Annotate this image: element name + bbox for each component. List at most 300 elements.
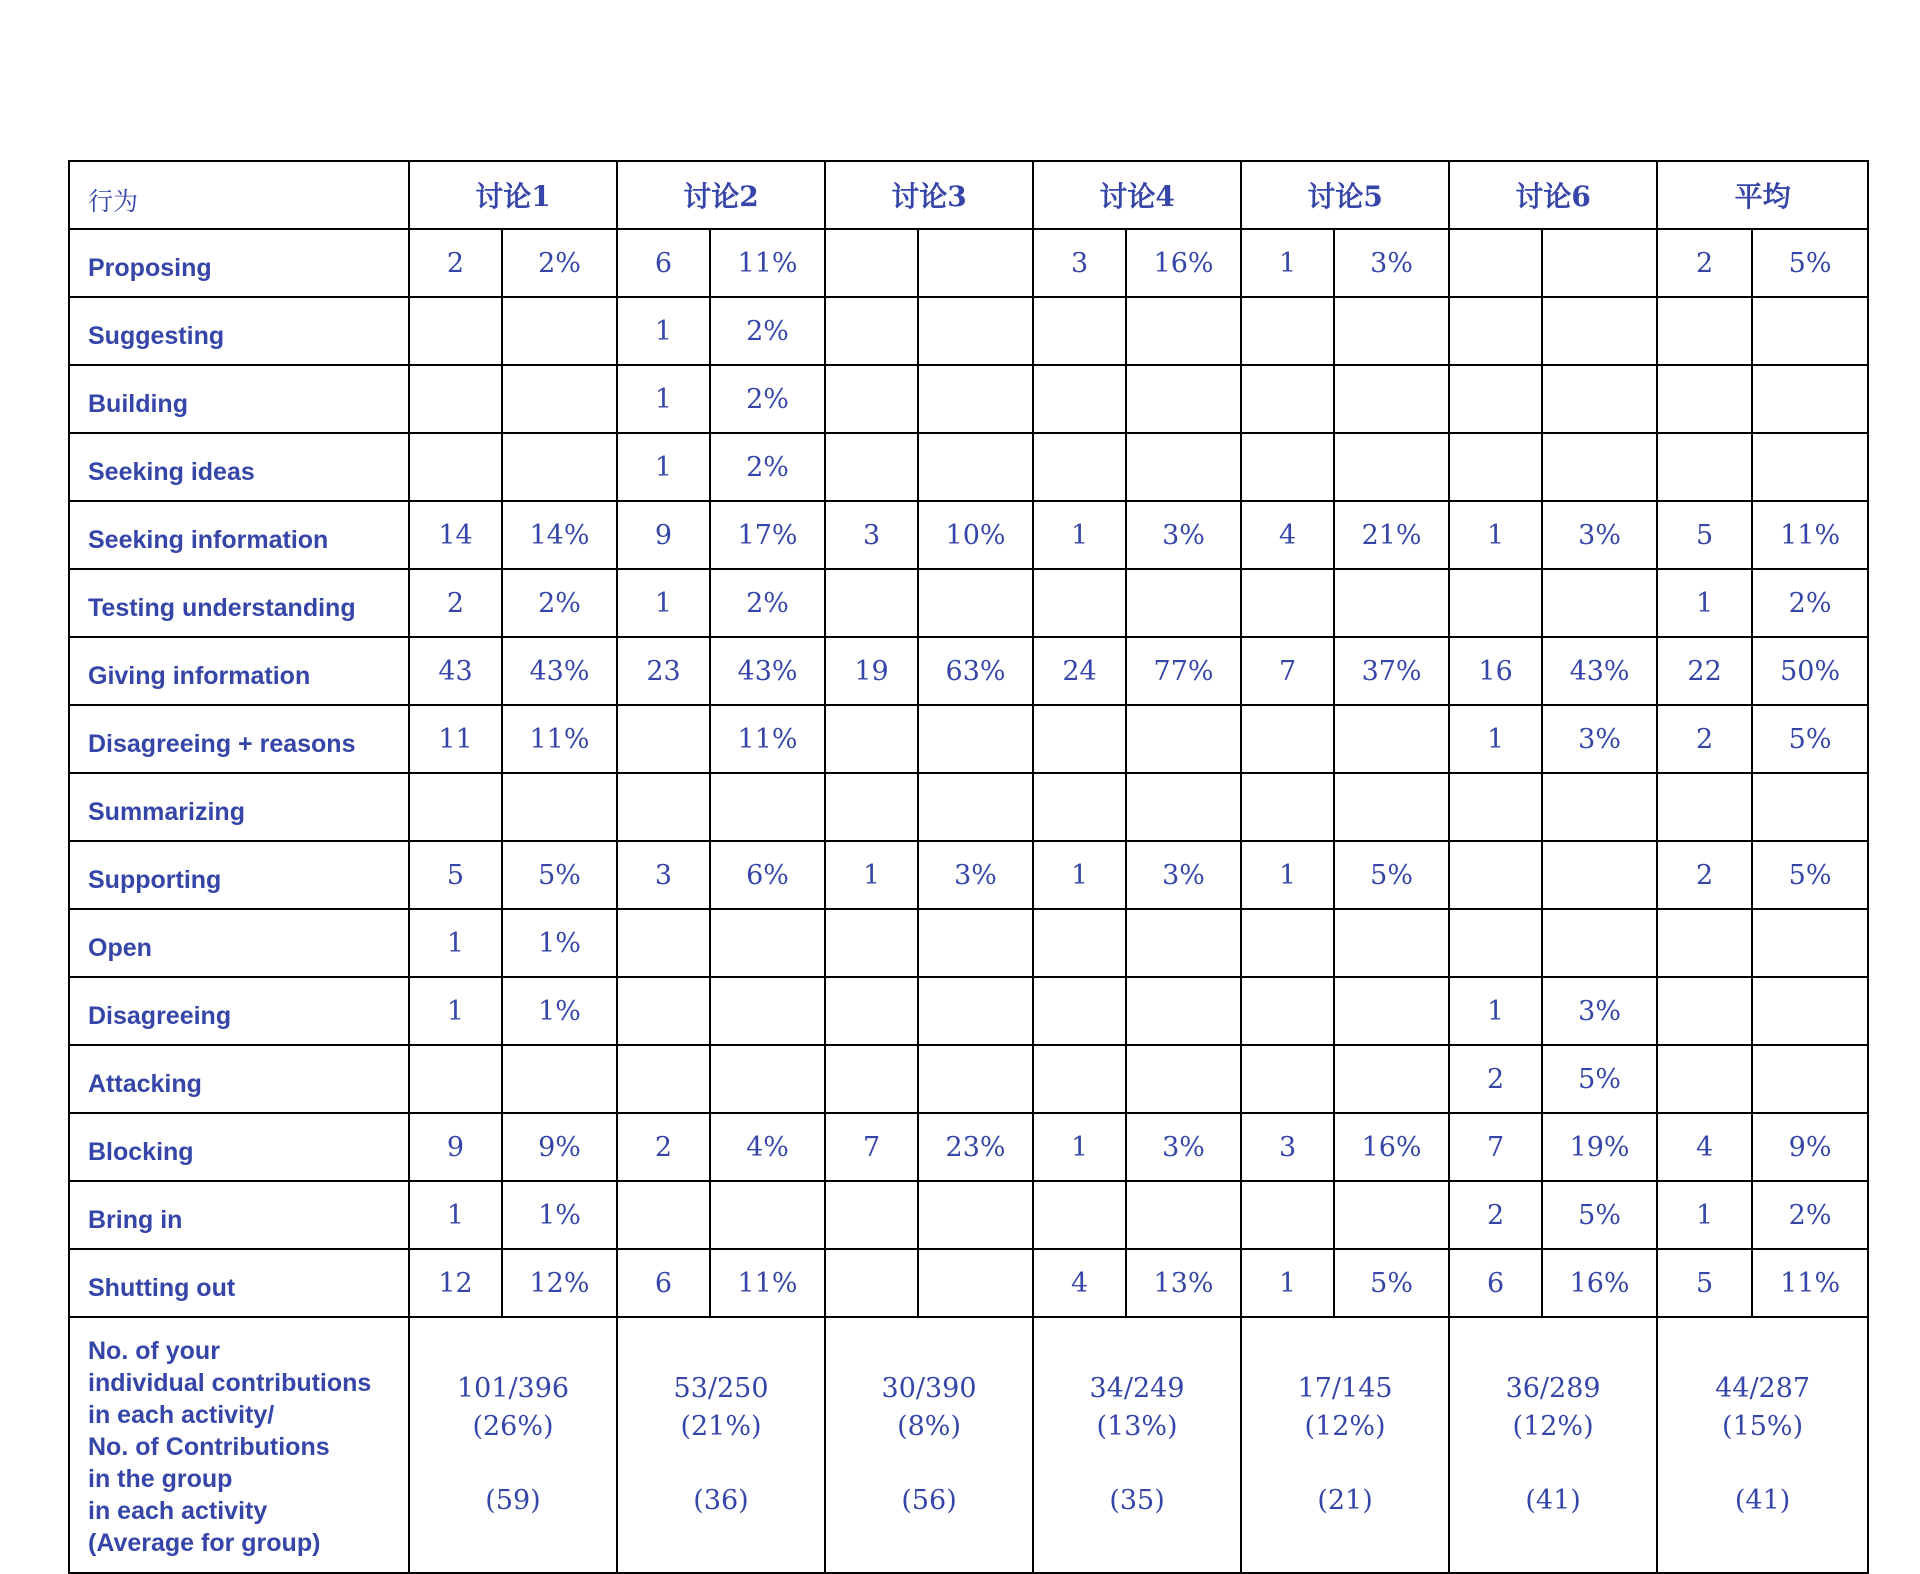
percent-cell bbox=[1752, 433, 1868, 501]
percent-cell bbox=[1542, 297, 1657, 365]
contribution-percent: (12%) bbox=[1512, 1411, 1594, 1442]
percent-cell bbox=[710, 773, 825, 841]
percent-cell bbox=[1752, 909, 1868, 977]
percent-cell bbox=[1126, 705, 1241, 773]
percent-cell bbox=[1126, 1181, 1241, 1249]
table-row bbox=[69, 365, 1868, 433]
count-cell bbox=[825, 1181, 918, 1249]
percent-cell bbox=[1542, 773, 1657, 841]
count-cell: 43 bbox=[409, 637, 502, 705]
table-row bbox=[69, 705, 1868, 773]
row-label: Shutting out bbox=[69, 1249, 409, 1317]
count-cell bbox=[1657, 433, 1752, 501]
table-row bbox=[69, 841, 1868, 909]
percent-cell: 3% bbox=[1126, 1113, 1241, 1181]
contribution-ratio: 101/396 bbox=[456, 1373, 570, 1404]
percent-cell bbox=[710, 1045, 825, 1113]
count-cell: 1 bbox=[617, 365, 710, 433]
percent-cell: 4% bbox=[710, 1113, 825, 1181]
percent-cell bbox=[1542, 569, 1657, 637]
count-cell: 1 bbox=[617, 433, 710, 501]
count-cell: 9 bbox=[617, 501, 710, 569]
percent-cell bbox=[1752, 773, 1868, 841]
table-row bbox=[69, 1249, 1868, 1317]
percent-cell bbox=[1752, 977, 1868, 1045]
count-cell: 4 bbox=[1657, 1113, 1752, 1181]
percent-cell bbox=[1542, 229, 1657, 297]
count-cell bbox=[825, 433, 918, 501]
count-cell bbox=[409, 1045, 502, 1113]
header-group-2: 讨论2 bbox=[617, 161, 825, 229]
percent-cell: 6% bbox=[710, 841, 825, 909]
contribution-ratio: 34/249 bbox=[1089, 1373, 1185, 1404]
count-cell: 22 bbox=[1657, 637, 1752, 705]
count-cell: 1 bbox=[1241, 229, 1334, 297]
totals-cell-1 bbox=[409, 1317, 617, 1573]
count-cell: 1 bbox=[409, 1181, 502, 1249]
count-cell bbox=[617, 1181, 710, 1249]
count-cell: 1 bbox=[1449, 705, 1542, 773]
count-cell: 1 bbox=[1657, 1181, 1752, 1249]
count-cell bbox=[825, 705, 918, 773]
group-average: (21) bbox=[1317, 1485, 1373, 1516]
percent-cell bbox=[1752, 365, 1868, 433]
table-row bbox=[69, 433, 1868, 501]
row-label: Attacking bbox=[69, 1045, 409, 1113]
percent-cell bbox=[502, 773, 617, 841]
percent-cell: 77% bbox=[1126, 637, 1241, 705]
percent-cell: 2% bbox=[710, 365, 825, 433]
count-cell: 1 bbox=[1657, 569, 1752, 637]
group-average: (36) bbox=[693, 1485, 749, 1516]
percent-cell bbox=[1334, 977, 1449, 1045]
percent-cell bbox=[918, 1249, 1033, 1317]
count-cell bbox=[617, 909, 710, 977]
row-label: Suggesting bbox=[69, 297, 409, 365]
count-cell bbox=[1033, 977, 1126, 1045]
percent-cell: 2% bbox=[710, 433, 825, 501]
percent-cell bbox=[710, 977, 825, 1045]
totals-label-line: in each activity bbox=[88, 1497, 268, 1525]
percent-cell bbox=[1752, 297, 1868, 365]
percent-cell bbox=[918, 1045, 1033, 1113]
table-row bbox=[69, 637, 1868, 705]
count-cell: 4 bbox=[1033, 1249, 1126, 1317]
percent-cell: 11% bbox=[710, 1249, 825, 1317]
count-cell bbox=[1033, 705, 1126, 773]
count-cell bbox=[617, 705, 710, 773]
count-cell bbox=[1033, 773, 1126, 841]
contribution-ratio: 17/145 bbox=[1297, 1373, 1393, 1404]
percent-cell: 5% bbox=[1334, 1249, 1449, 1317]
percent-cell bbox=[1334, 433, 1449, 501]
totals-cell-4 bbox=[1033, 1317, 1241, 1573]
count-cell bbox=[1241, 909, 1334, 977]
count-cell: 14 bbox=[409, 501, 502, 569]
count-cell: 1 bbox=[1449, 977, 1542, 1045]
percent-cell bbox=[918, 229, 1033, 297]
count-cell bbox=[1241, 977, 1334, 1045]
count-cell: 2 bbox=[1657, 705, 1752, 773]
behavior-table bbox=[68, 160, 1869, 1574]
count-cell bbox=[825, 569, 918, 637]
count-cell bbox=[825, 229, 918, 297]
percent-cell: 43% bbox=[1542, 637, 1657, 705]
percent-cell bbox=[918, 365, 1033, 433]
count-cell bbox=[1033, 569, 1126, 637]
count-cell bbox=[1241, 365, 1334, 433]
percent-cell: 3% bbox=[1542, 705, 1657, 773]
percent-cell bbox=[1334, 773, 1449, 841]
count-cell bbox=[1657, 297, 1752, 365]
percent-cell: 50% bbox=[1752, 637, 1868, 705]
percent-cell: 2% bbox=[1752, 1181, 1868, 1249]
percent-cell: 3% bbox=[1126, 501, 1241, 569]
row-label: Building bbox=[69, 365, 409, 433]
header-group-4: 讨论4 bbox=[1033, 161, 1241, 229]
count-cell bbox=[825, 365, 918, 433]
count-cell: 1 bbox=[1033, 841, 1126, 909]
count-cell bbox=[1241, 1181, 1334, 1249]
count-cell bbox=[825, 1045, 918, 1113]
percent-cell bbox=[1334, 909, 1449, 977]
count-cell: 3 bbox=[825, 501, 918, 569]
count-cell bbox=[1449, 773, 1542, 841]
count-cell bbox=[825, 1249, 918, 1317]
percent-cell: 2% bbox=[710, 297, 825, 365]
percent-cell bbox=[710, 909, 825, 977]
percent-cell: 11% bbox=[710, 705, 825, 773]
totals-label-line: (Average for group) bbox=[88, 1529, 321, 1557]
count-cell bbox=[1033, 909, 1126, 977]
count-cell bbox=[409, 365, 502, 433]
count-cell: 1 bbox=[409, 909, 502, 977]
totals-row-label bbox=[69, 1317, 409, 1573]
row-label: Disagreeing + reasons bbox=[69, 705, 409, 773]
percent-cell bbox=[1334, 569, 1449, 637]
group-average: (35) bbox=[1109, 1485, 1165, 1516]
count-cell bbox=[1449, 433, 1542, 501]
count-cell: 1 bbox=[1241, 1249, 1334, 1317]
percent-cell bbox=[918, 977, 1033, 1045]
percent-cell: 23% bbox=[918, 1113, 1033, 1181]
contribution-percent: (8%) bbox=[897, 1411, 961, 1442]
count-cell bbox=[617, 1045, 710, 1113]
count-cell bbox=[1657, 365, 1752, 433]
count-cell bbox=[1033, 297, 1126, 365]
percent-cell bbox=[1542, 365, 1657, 433]
count-cell: 3 bbox=[1241, 1113, 1334, 1181]
count-cell: 3 bbox=[1033, 229, 1126, 297]
percent-cell: 2% bbox=[710, 569, 825, 637]
count-cell: 2 bbox=[1657, 229, 1752, 297]
count-cell bbox=[1449, 841, 1542, 909]
count-cell: 24 bbox=[1033, 637, 1126, 705]
count-cell bbox=[1033, 433, 1126, 501]
percent-cell bbox=[502, 365, 617, 433]
count-cell bbox=[825, 909, 918, 977]
totals-cell-2 bbox=[617, 1317, 825, 1573]
totals-label-line: individual contributions bbox=[88, 1369, 372, 1397]
contribution-ratio: 53/250 bbox=[673, 1373, 769, 1404]
contribution-ratio: 30/390 bbox=[881, 1373, 977, 1404]
percent-cell bbox=[1126, 977, 1241, 1045]
percent-cell: 5% bbox=[1542, 1045, 1657, 1113]
percent-cell bbox=[1334, 1045, 1449, 1113]
percent-cell: 11% bbox=[710, 229, 825, 297]
table-row bbox=[69, 1181, 1868, 1249]
group-average: (59) bbox=[485, 1485, 541, 1516]
row-label: Giving information bbox=[69, 637, 409, 705]
count-cell bbox=[1033, 1045, 1126, 1113]
percent-cell bbox=[1542, 909, 1657, 977]
percent-cell: 10% bbox=[918, 501, 1033, 569]
table-body bbox=[69, 161, 1868, 1573]
percent-cell: 3% bbox=[918, 841, 1033, 909]
row-label: Testing understanding bbox=[69, 569, 409, 637]
count-cell bbox=[1449, 229, 1542, 297]
percent-cell bbox=[918, 705, 1033, 773]
percent-cell: 3% bbox=[1126, 841, 1241, 909]
contribution-percent: (21%) bbox=[680, 1411, 762, 1442]
count-cell: 19 bbox=[825, 637, 918, 705]
row-label: Summarizing bbox=[69, 773, 409, 841]
percent-cell: 3% bbox=[1334, 229, 1449, 297]
percent-cell: 5% bbox=[1542, 1181, 1657, 1249]
percent-cell: 17% bbox=[710, 501, 825, 569]
percent-cell: 63% bbox=[918, 637, 1033, 705]
percent-cell: 5% bbox=[502, 841, 617, 909]
contribution-percent: (12%) bbox=[1304, 1411, 1386, 1442]
percent-cell: 21% bbox=[1334, 501, 1449, 569]
header-row bbox=[69, 161, 1868, 229]
table-row bbox=[69, 977, 1868, 1045]
count-cell: 7 bbox=[1241, 637, 1334, 705]
count-cell: 1 bbox=[1241, 841, 1334, 909]
header-group-1: 讨论1 bbox=[409, 161, 617, 229]
count-cell: 1 bbox=[1033, 501, 1126, 569]
count-cell: 5 bbox=[409, 841, 502, 909]
percent-cell: 16% bbox=[1126, 229, 1241, 297]
count-cell bbox=[409, 433, 502, 501]
table-row bbox=[69, 773, 1868, 841]
table-row bbox=[69, 1045, 1868, 1113]
count-cell bbox=[1657, 909, 1752, 977]
row-label: Disagreeing bbox=[69, 977, 409, 1045]
percent-cell: 9% bbox=[1752, 1113, 1868, 1181]
percent-cell bbox=[1752, 1045, 1868, 1113]
count-cell bbox=[1449, 365, 1542, 433]
contribution-ratio: 44/287 bbox=[1715, 1373, 1811, 1404]
table-row bbox=[69, 909, 1868, 977]
percent-cell: 5% bbox=[1752, 229, 1868, 297]
count-cell: 6 bbox=[1449, 1249, 1542, 1317]
count-cell: 1 bbox=[1449, 501, 1542, 569]
count-cell bbox=[1657, 977, 1752, 1045]
count-cell: 2 bbox=[617, 1113, 710, 1181]
count-cell: 7 bbox=[825, 1113, 918, 1181]
row-label: Supporting bbox=[69, 841, 409, 909]
count-cell bbox=[825, 977, 918, 1045]
percent-cell bbox=[918, 297, 1033, 365]
percent-cell: 16% bbox=[1334, 1113, 1449, 1181]
count-cell bbox=[1657, 773, 1752, 841]
count-cell bbox=[1241, 297, 1334, 365]
totals-label-line: in the group bbox=[88, 1465, 233, 1493]
percent-cell bbox=[1126, 569, 1241, 637]
count-cell bbox=[1241, 1045, 1334, 1113]
percent-cell: 3% bbox=[1542, 501, 1657, 569]
percent-cell: 1% bbox=[502, 1181, 617, 1249]
totals-label-line: No. of your bbox=[88, 1337, 220, 1365]
count-cell bbox=[825, 297, 918, 365]
count-cell bbox=[409, 297, 502, 365]
percent-cell: 19% bbox=[1542, 1113, 1657, 1181]
percent-cell bbox=[1334, 705, 1449, 773]
count-cell bbox=[617, 977, 710, 1045]
count-cell: 1 bbox=[617, 297, 710, 365]
percent-cell: 14% bbox=[502, 501, 617, 569]
contribution-percent: (15%) bbox=[1722, 1411, 1804, 1442]
behavior-table-wrapper bbox=[68, 160, 1869, 1574]
count-cell: 2 bbox=[1449, 1181, 1542, 1249]
percent-cell: 12% bbox=[502, 1249, 617, 1317]
count-cell bbox=[617, 773, 710, 841]
count-cell bbox=[1241, 773, 1334, 841]
table-row bbox=[69, 569, 1868, 637]
percent-cell: 1% bbox=[502, 977, 617, 1045]
percent-cell bbox=[1542, 433, 1657, 501]
row-label: Proposing bbox=[69, 229, 409, 297]
percent-cell bbox=[502, 1045, 617, 1113]
percent-cell bbox=[1126, 773, 1241, 841]
percent-cell: 9% bbox=[502, 1113, 617, 1181]
percent-cell: 37% bbox=[1334, 637, 1449, 705]
header-group-6: 讨论6 bbox=[1449, 161, 1657, 229]
count-cell: 7 bbox=[1449, 1113, 1542, 1181]
row-label: Seeking information bbox=[69, 501, 409, 569]
percent-cell: 1% bbox=[502, 909, 617, 977]
percent-cell: 11% bbox=[502, 705, 617, 773]
count-cell bbox=[1033, 1181, 1126, 1249]
percent-cell: 16% bbox=[1542, 1249, 1657, 1317]
count-cell: 12 bbox=[409, 1249, 502, 1317]
percent-cell bbox=[1126, 297, 1241, 365]
percent-cell: 2% bbox=[502, 229, 617, 297]
count-cell: 6 bbox=[617, 1249, 710, 1317]
header-behavior-label: 行为 bbox=[69, 161, 409, 229]
count-cell: 1 bbox=[825, 841, 918, 909]
percent-cell: 5% bbox=[1334, 841, 1449, 909]
percent-cell bbox=[918, 569, 1033, 637]
percent-cell bbox=[1334, 365, 1449, 433]
table-row bbox=[69, 501, 1868, 569]
count-cell: 2 bbox=[1449, 1045, 1542, 1113]
percent-cell: 11% bbox=[1752, 501, 1868, 569]
percent-cell: 5% bbox=[1752, 841, 1868, 909]
percent-cell: 2% bbox=[502, 569, 617, 637]
count-cell: 4 bbox=[1241, 501, 1334, 569]
count-cell bbox=[1449, 909, 1542, 977]
count-cell bbox=[1033, 365, 1126, 433]
header-group-7: 平均 bbox=[1657, 161, 1868, 229]
percent-cell: 5% bbox=[1752, 705, 1868, 773]
count-cell: 6 bbox=[617, 229, 710, 297]
header-group-5: 讨论5 bbox=[1241, 161, 1449, 229]
count-cell: 16 bbox=[1449, 637, 1542, 705]
percent-cell bbox=[1126, 365, 1241, 433]
count-cell bbox=[1449, 297, 1542, 365]
table-row bbox=[69, 229, 1868, 297]
percent-cell: 43% bbox=[502, 637, 617, 705]
contribution-percent: (13%) bbox=[1096, 1411, 1178, 1442]
totals-cell-3 bbox=[825, 1317, 1033, 1573]
count-cell: 5 bbox=[1657, 501, 1752, 569]
table-row bbox=[69, 1113, 1868, 1181]
percent-cell: 2% bbox=[1752, 569, 1868, 637]
count-cell: 1 bbox=[1033, 1113, 1126, 1181]
count-cell: 2 bbox=[409, 569, 502, 637]
count-cell: 1 bbox=[409, 977, 502, 1045]
percent-cell bbox=[1334, 1181, 1449, 1249]
group-average: (41) bbox=[1734, 1485, 1791, 1516]
count-cell bbox=[1241, 569, 1334, 637]
totals-label-line: in each activity/ bbox=[88, 1401, 275, 1429]
count-cell: 9 bbox=[409, 1113, 502, 1181]
percent-cell: 13% bbox=[1126, 1249, 1241, 1317]
percent-cell bbox=[918, 909, 1033, 977]
totals-row bbox=[69, 1317, 1868, 1573]
percent-cell bbox=[710, 1181, 825, 1249]
count-cell: 2 bbox=[1657, 841, 1752, 909]
count-cell bbox=[1657, 1045, 1752, 1113]
totals-cell-7 bbox=[1657, 1317, 1868, 1573]
group-average: (56) bbox=[901, 1485, 957, 1516]
header-group-3: 讨论3 bbox=[825, 161, 1033, 229]
group-average: (41) bbox=[1525, 1485, 1581, 1516]
count-cell bbox=[409, 773, 502, 841]
percent-cell bbox=[502, 433, 617, 501]
percent-cell: 43% bbox=[710, 637, 825, 705]
count-cell: 1 bbox=[617, 569, 710, 637]
contribution-ratio: 36/289 bbox=[1505, 1373, 1601, 1404]
totals-cell-6 bbox=[1449, 1317, 1657, 1573]
count-cell: 11 bbox=[409, 705, 502, 773]
count-cell: 3 bbox=[617, 841, 710, 909]
count-cell bbox=[1241, 433, 1334, 501]
row-label: Bring in bbox=[69, 1181, 409, 1249]
totals-cell-5 bbox=[1241, 1317, 1449, 1573]
percent-cell bbox=[1126, 433, 1241, 501]
count-cell bbox=[825, 773, 918, 841]
percent-cell bbox=[1126, 909, 1241, 977]
count-cell bbox=[1241, 705, 1334, 773]
percent-cell bbox=[1334, 297, 1449, 365]
count-cell: 2 bbox=[409, 229, 502, 297]
row-label: Seeking ideas bbox=[69, 433, 409, 501]
count-cell bbox=[1449, 569, 1542, 637]
table-row bbox=[69, 297, 1868, 365]
percent-cell: 11% bbox=[1752, 1249, 1868, 1317]
percent-cell bbox=[1126, 1045, 1241, 1113]
row-label: Blocking bbox=[69, 1113, 409, 1181]
percent-cell bbox=[918, 433, 1033, 501]
percent-cell bbox=[918, 1181, 1033, 1249]
totals-label-line: No. of Contributions bbox=[88, 1433, 330, 1461]
percent-cell bbox=[502, 297, 617, 365]
row-label: Open bbox=[69, 909, 409, 977]
count-cell: 23 bbox=[617, 637, 710, 705]
